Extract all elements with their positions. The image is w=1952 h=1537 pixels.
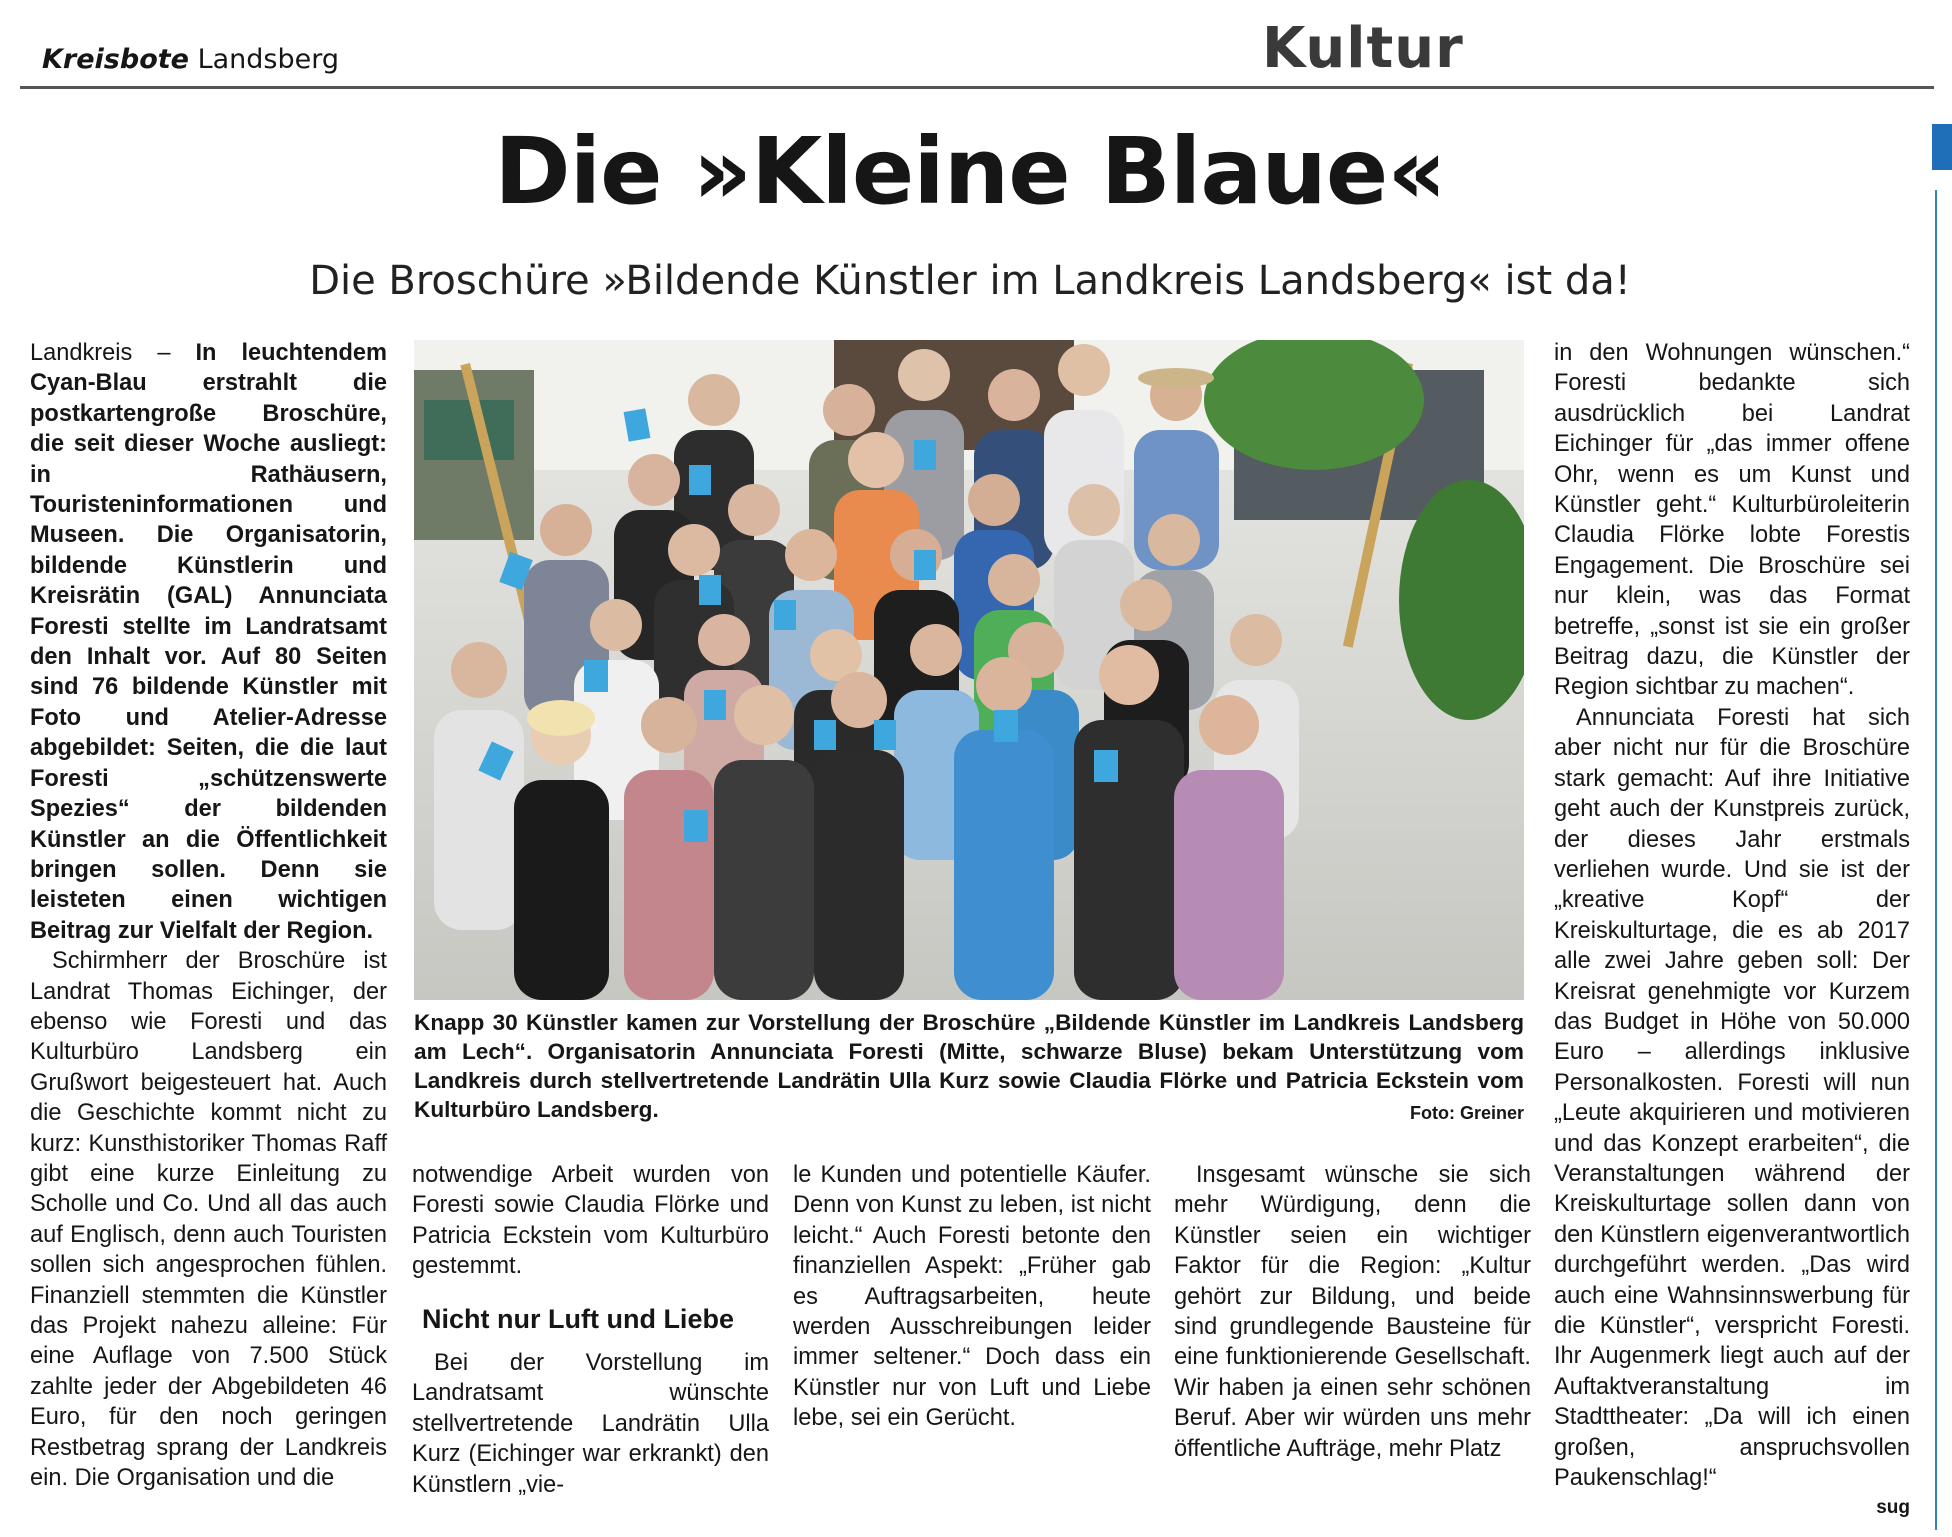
article-column-3 [793, 1160, 1151, 1434]
masthead [42, 44, 339, 75]
edge-blue-line [1935, 190, 1937, 1530]
article-paragraph: Insgesamt wünsche sie sich mehr Würdigung, denn die Künstler seien ein wichtiger Faktor für die Region: „Kultur gehört zur Bildung, und beide sind grundlegende Bausteine für eine funktionierende Gesellschaft. Wir haben ja einen sehr schönen Beruf. Aber wir würden uns mehr öffentliche Aufträge, mehr Platz [1174, 1162, 1531, 1462]
article-column-5 [1554, 338, 1910, 1524]
headline: Die »Kleine Blaue« [494, 118, 1446, 225]
article-column-1 [30, 338, 387, 1493]
group-photo [414, 340, 1524, 1000]
section-subtitle: Nicht nur Luft und Liebe [422, 1303, 734, 1334]
article-paragraph: in den Wohnungen wünschen.“ Foresti bedankte sich ausdrücklich bei Landrat Eichinger für „das immer offene Ohr, wenn es um Kunst und Künstler geht.“ Kulturbüroleiterin Claudia Flörke lobte Forestis Engagement. Die Broschüre sei nur klein, was das Format betreffe, „sonst ist sie ein großer Beitrag dazu, die Künstler der Region sichtbar zu machen“. [1554, 340, 1910, 701]
header-rule [20, 86, 1934, 89]
subheadline: Die Broschüre »Bildende Künstler im Landkreis Landsberg« ist da! [309, 258, 1631, 304]
masthead-brand: Kreisbote [42, 44, 189, 75]
article-paragraph: Annunciata Foresti hat sich aber nicht nur für die Broschüre stark gemacht: Auf ihre Initiative geht auch der Kunstpreis zurück, der dieses Jahr erstmals verliehen wurde. Und sie ist der „kreative Kopf“ der Kreiskulturtage, die es ab 2017 alle zwei Jahre geben soll: Der Kreisrat genehmigte vor Kurzem das Budget in Höhe von 50.000 Euro – allerdings inklusive Personalkosten. Foresti will nun „Leute akquirieren und motivieren und das Konzept erarbeiten“, die Veranstaltungen während der Kreiskulturtage sollen dann von den Künstlern eigenverantwortlich durchgeführt werden. „Das wird auch eine Wahnsinnswerbung für die Künstler“, verspricht Foresti. Ihr Augenmerk liegt auch auf der Auftaktveranstaltung im Stadttheater: „Da will ich einen großen, anspruchsvollen Paukenschlag!“ [1554, 704, 1910, 1492]
article-paragraph: notwendige Arbeit wurden von Foresti sowie Claudia Flörke und Patricia Eckstein vom Kulturbüro gestemmt. [412, 1162, 769, 1280]
article-paragraph: Bei der Vorstellung im Landratsamt wünschte stellvertretende Landrätin Ulla Kurz (Eichinger war erkrankt) den Künstlern „vie- [412, 1350, 769, 1498]
article-paragraph: le Kunden und potentielle Käufer. Denn von Kunst zu leben, ist nicht leicht.“ Auch Foresti betonte den finanziellen Aspekt: „Früher gab es Auftragsarbeiten, heute werden Ausschreibungen leider immer seltener.“ Doch dass ein Künstler nur von Luft und Liebe lebe, sei ein Gerücht. [793, 1162, 1151, 1432]
article-column-2 [412, 1160, 769, 1500]
section-title: Kultur [1262, 16, 1464, 81]
lead-text: In leuchtendem Cyan-Blau erstrahlt die postkartengroße Broschüre, die seit dieser Woche ausliegt: in Rathäusern, Touristeninformationen und Museen. Die Organisatorin, bildende Künstlerin und Kreisrätin (GAL) Annunciata Foresti stellte im Landratsamt den Inhalt vor. Auf 80 Seiten sind 76 bildende Künstler mit Foto und Atelier-Adresse abgebildet: Seiten, die die laut Foresti „schützenswerte Spezies“ der bildenden Künstler an die Öffentlichkeit bringen sollen. Denn sie leisteten einen wichtigen Beitrag zur Vielfalt der Region. [30, 340, 387, 944]
masthead-place: Landsberg [197, 44, 339, 75]
article-paragraph: Schirmherr der Broschüre ist Landrat Thomas Eichinger, der ebenso wie Foresti und das Kulturbüro Landsberg ein Grußwort beigesteuert hat. Auch die Geschichte kommt nicht zu kurz: Kunsthistoriker Thomas Raff gibt eine kurze Einleitung zu Scholle und Co. Und all das auch auf Englisch, denn auch Touristen sollen sich angesprochen fühlen. Finanziell stemmten die Künstler das Projekt nahezu alleine: Für eine Auflage von 7.500 Stück zahlte jeder der Abgebildeten 46 Euro, für den noch geringen Restbetrag sprang der Landkreis ein. Die Organisation und die [30, 948, 387, 1492]
dateline: Landkreis – [30, 340, 196, 366]
edge-color-mark [1932, 124, 1952, 170]
article-column-4 [1174, 1160, 1531, 1464]
photo-credit: Foto: Greiner [1409, 1103, 1524, 1123]
article-lead-paragraph [30, 338, 387, 946]
photo-caption: Knapp 30 Künstler kamen zur Vorstellung der Broschüre „Bildende Künstler im Landkreis Landsberg am Lech“. Organisatorin Annunciata Foresti (Mitte, schwarze Bluse) bekam Unterstützung vom Landkreis durch stellvertretende Landrätin Ulla Kurz sowie Claudia Flörke und Patricia Eckstein vom Kulturbüro Landsberg. [414, 1010, 1524, 1122]
group-photo-illustration [414, 340, 1524, 1000]
author-signature: sug [1876, 1497, 1910, 1519]
